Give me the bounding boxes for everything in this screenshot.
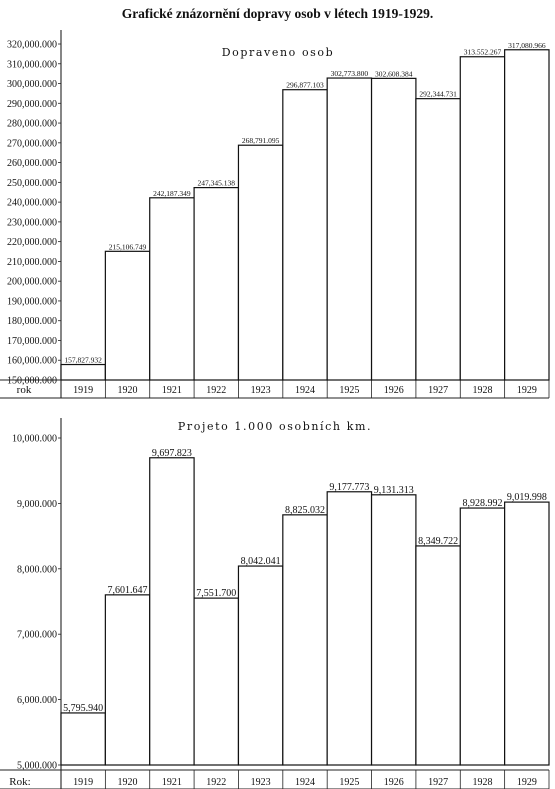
y-tick-label: 260,000.000 bbox=[7, 158, 57, 170]
bar bbox=[194, 188, 238, 380]
bar-value-label: 247,345.138 bbox=[197, 178, 236, 188]
bar-value-label: 7,551.700 bbox=[196, 588, 237, 600]
bar bbox=[505, 502, 549, 765]
bar-value-label: 317,080.966 bbox=[508, 40, 546, 50]
bar-value-label: 292,344.731 bbox=[419, 89, 457, 99]
category-label: 1926 bbox=[383, 385, 404, 396]
category-label: 1926 bbox=[383, 777, 404, 788]
bar bbox=[105, 251, 149, 380]
y-tick-label: 290,000.000 bbox=[7, 98, 57, 110]
y-tick-label: 9,000.000 bbox=[17, 498, 57, 510]
chart-passenger-kilometers bbox=[0, 418, 549, 789]
category-label: 1925 bbox=[339, 777, 360, 788]
y-tick-label: 280,000.000 bbox=[7, 118, 57, 130]
bar bbox=[105, 595, 149, 765]
bar bbox=[460, 57, 504, 380]
bar bbox=[327, 492, 371, 765]
bar bbox=[327, 78, 371, 380]
bar-value-label: 9,019.998 bbox=[506, 492, 547, 504]
bar-value-label: 302,608.384 bbox=[374, 69, 413, 79]
y-tick-label: 230,000.000 bbox=[7, 217, 57, 229]
category-label: 1921 bbox=[161, 385, 182, 396]
bar bbox=[61, 365, 105, 380]
y-tick-label: 210,000.000 bbox=[7, 256, 57, 268]
y-tick-label: 5,000.000 bbox=[17, 760, 57, 772]
bar-value-label: 268,791.095 bbox=[241, 136, 280, 146]
category-label: 1928 bbox=[472, 777, 493, 788]
bar-value-label: 242,187.349 bbox=[153, 188, 191, 198]
bar-value-label: 302,773.800 bbox=[330, 69, 369, 79]
y-tick-label: 6,000.000 bbox=[17, 695, 57, 707]
bar-value-label: 9,697.823 bbox=[151, 447, 192, 459]
y-tick-label: 10,000.000 bbox=[12, 433, 57, 445]
bar bbox=[238, 566, 282, 765]
page-title: Grafické znázornění dopravy osob v létech 1919-1929. bbox=[121, 6, 434, 21]
bar-value-label: 8,928.992 bbox=[462, 498, 503, 510]
x-axis-label: rok bbox=[16, 384, 32, 396]
category-label: 1927 bbox=[428, 777, 449, 788]
chart-title: Projeto 1.000 osobních km. bbox=[177, 420, 373, 433]
bar bbox=[505, 50, 549, 380]
y-tick-label: 160,000.000 bbox=[7, 355, 57, 367]
y-tick-label: 270,000.000 bbox=[7, 138, 57, 150]
bar bbox=[238, 145, 282, 380]
chart-title: Dopraveno osob bbox=[221, 46, 335, 59]
y-tick-label: 310,000.000 bbox=[7, 59, 57, 71]
bar-value-label: 313.552.267 bbox=[463, 47, 502, 57]
y-tick-label: 250,000.000 bbox=[7, 177, 57, 189]
bar bbox=[416, 546, 460, 765]
bar-value-label: 8,349.722 bbox=[418, 535, 459, 547]
y-tick-label: 220,000.000 bbox=[7, 237, 57, 249]
category-label: 1922 bbox=[206, 385, 227, 396]
bar-value-label: 5,795.940 bbox=[63, 702, 104, 714]
bar-value-label: 9,177.773 bbox=[329, 481, 370, 493]
category-label: 1927 bbox=[428, 385, 449, 396]
category-label: 1923 bbox=[250, 385, 271, 396]
y-tick-label: 190,000.000 bbox=[7, 296, 57, 308]
bar-value-label: 296,877.103 bbox=[286, 80, 324, 90]
bar-value-label: 9,131.313 bbox=[373, 484, 414, 496]
category-label: 1919 bbox=[73, 385, 94, 396]
bar-value-label: 7,601.647 bbox=[107, 584, 148, 596]
y-tick-label: 240,000.000 bbox=[7, 197, 57, 209]
category-label: 1924 bbox=[295, 385, 315, 396]
bar bbox=[372, 78, 416, 380]
category-label: 1921 bbox=[161, 777, 182, 788]
category-label: 1924 bbox=[295, 777, 315, 788]
category-label: 1929 bbox=[516, 777, 537, 788]
bar bbox=[194, 598, 238, 765]
category-label: 1920 bbox=[117, 777, 138, 788]
category-label: 1929 bbox=[516, 385, 537, 396]
bar bbox=[460, 508, 504, 765]
chart-passengers-carried bbox=[0, 30, 549, 398]
bar bbox=[61, 713, 105, 765]
category-label: 1922 bbox=[206, 777, 227, 788]
category-label: 1923 bbox=[250, 777, 271, 788]
y-tick-label: 200,000.000 bbox=[7, 276, 57, 288]
bar bbox=[150, 458, 194, 765]
y-tick-label: 320,000.000 bbox=[7, 39, 57, 51]
y-tick-label: 300,000.000 bbox=[7, 79, 57, 91]
bar bbox=[150, 198, 194, 380]
bar bbox=[372, 495, 416, 765]
y-tick-label: 8,000.000 bbox=[17, 564, 57, 576]
bar bbox=[283, 515, 327, 765]
y-tick-label: 7,000.000 bbox=[17, 629, 57, 641]
bar-value-label: 8,042.041 bbox=[240, 556, 281, 568]
category-label: 1919 bbox=[73, 777, 94, 788]
bar bbox=[283, 90, 327, 380]
y-tick-label: 170,000.000 bbox=[7, 335, 57, 347]
category-label: 1925 bbox=[339, 385, 360, 396]
x-axis-label: Rok: bbox=[9, 776, 31, 788]
y-tick-label: 180,000.000 bbox=[7, 316, 57, 328]
y-tick-label: 150,000.000 bbox=[7, 375, 57, 387]
bar-value-label: 8,825.032 bbox=[285, 504, 325, 516]
category-label: 1920 bbox=[117, 385, 138, 396]
bar-value-label: 157,827.932 bbox=[64, 355, 102, 365]
bar bbox=[416, 99, 460, 380]
category-label: 1928 bbox=[472, 385, 493, 396]
bar-value-label: 215,106.749 bbox=[108, 242, 147, 252]
